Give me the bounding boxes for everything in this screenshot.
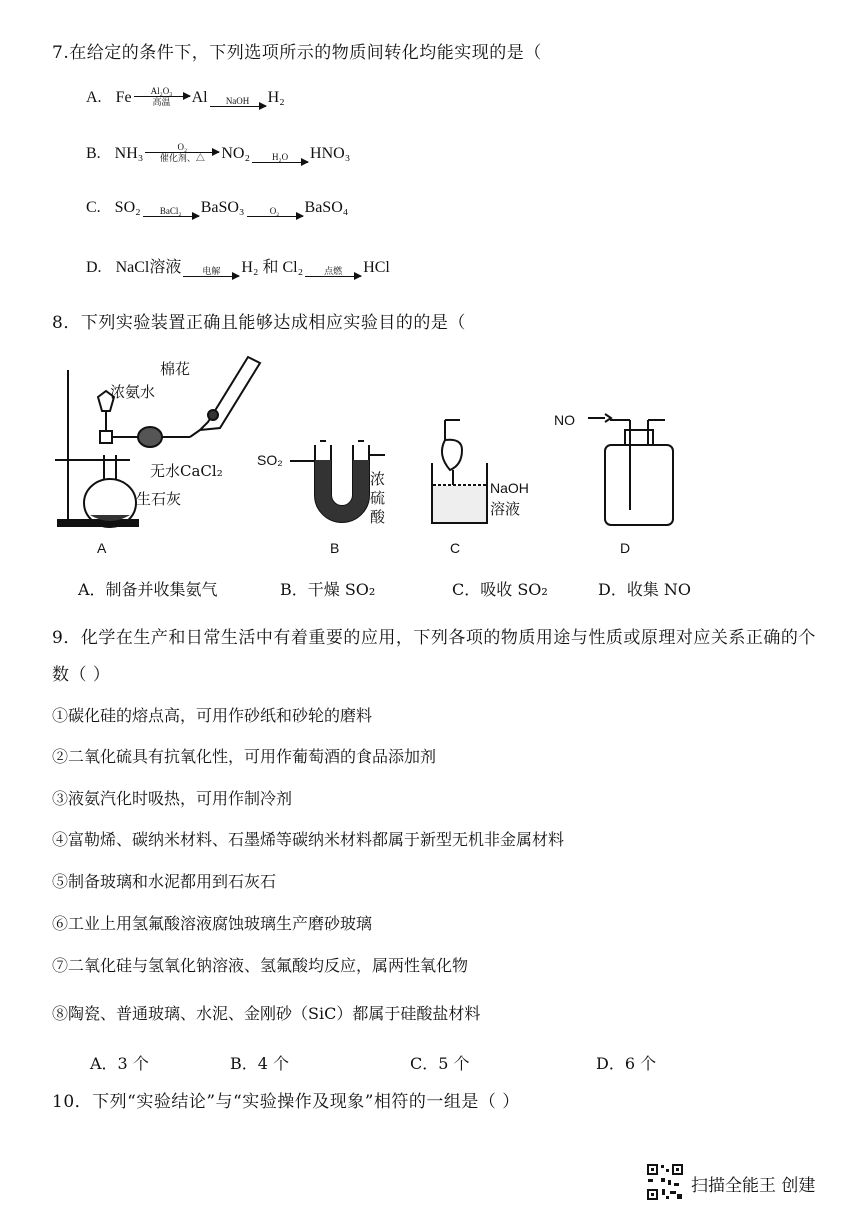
arrow-condition: BaCl₂ [159, 206, 182, 216]
arrow-line [143, 216, 199, 217]
product: HNO₃ [310, 145, 351, 162]
q7-option-b [86, 142, 350, 163]
label-solution: 溶液 [490, 500, 521, 518]
intermediate: NO₂ [221, 145, 251, 162]
q8-option-a: A．制备并收集氨气 [78, 580, 218, 599]
q8-option-b: B．干燥 SO₂ [280, 580, 376, 599]
option-letter: D. [86, 259, 102, 276]
arrow-condition: NaOH [225, 96, 250, 106]
arrow-line [145, 152, 219, 153]
label-lime: 生石灰 [136, 490, 182, 508]
q9-option-d: D．6 个 [596, 1054, 657, 1073]
q9-item-5: ⑤制备玻璃和水泥都用到石灰石 [52, 872, 277, 891]
intermediate: BaSO₃ [200, 199, 245, 216]
arrow-line [183, 276, 239, 277]
reactant: SO₂ [114, 199, 141, 216]
reaction-arrow [247, 206, 303, 217]
reaction-arrow [210, 96, 266, 107]
label-so2: SO₂ [257, 452, 283, 468]
intermediate: Al [191, 89, 208, 106]
arrow-under-condition: 催化剂、△ [159, 153, 205, 163]
intermediate: H₂ 和 Cl₂ [241, 259, 304, 276]
arrow-line [210, 106, 266, 107]
arrow-line [134, 96, 190, 97]
arrow-condition: 电解 [202, 266, 221, 276]
arrow-under-condition: 高温 [152, 97, 171, 107]
apparatus-d [588, 414, 673, 525]
reaction-arrow [134, 86, 190, 107]
arrow-condition: Al₂O₃ [150, 86, 173, 96]
arrow-condition: O₂ [177, 142, 188, 152]
option-letter: C. [86, 199, 101, 216]
arrow-condition: O₂ [269, 206, 280, 216]
q9-option-a: A．3 个 [90, 1054, 149, 1073]
apparatus-c [432, 420, 487, 523]
product: H₂ [267, 89, 285, 106]
reaction-arrow [143, 206, 199, 217]
reactant: NH₃ [114, 145, 144, 162]
q9-option-b: B．4 个 [230, 1054, 290, 1073]
arrow-condition: 点燃 [324, 266, 343, 276]
fig-letter-d: D [620, 540, 631, 556]
reaction-arrow [305, 266, 361, 277]
label-cotton: 棉花 [160, 360, 191, 378]
label-no: NO [554, 412, 575, 428]
label-naoh: NaOH [490, 480, 529, 496]
q8-option-d: D．收集 NO [598, 580, 692, 599]
product: BaSO₄ [304, 199, 349, 216]
q9-stem-line1: 9．化学在生产和日常生活中有着重要的应用，下列各项的物质用途与性质或原理对应关系正确的个 [52, 628, 816, 648]
q7-option-a [86, 86, 285, 107]
q9-item-4: ④富勒烯、碳纳米材料、石墨烯等碳纳米材料都属于新型无机非金属材料 [52, 830, 565, 849]
arrow-line [305, 276, 361, 277]
q9-option-c: C．5 个 [410, 1054, 470, 1073]
label-cacl2: 无水CaCl₂ [150, 462, 223, 480]
q9-item-3: ③液氨汽化时吸热，可用作制冷剂 [52, 789, 293, 808]
q9-stem-line2: 数（ ） [52, 665, 111, 685]
reactant: Fe [115, 89, 132, 106]
q8-stem: 8．下列实验装置正确且能够达成相应实验目的的是（ [52, 313, 466, 333]
reactant: NaCl溶液 [115, 259, 182, 276]
arrow-line [252, 162, 308, 163]
option-letter: A. [86, 89, 102, 106]
label-acid-1: 浓 [370, 470, 386, 488]
q9-item-8: ⑧陶瓷、普通玻璃、水泥、金刚砂（SiC）都属于硅酸盐材料 [52, 1004, 481, 1023]
q9-item-7: ⑦二氧化硅与氢氧化钠溶液、氢氟酸均反应，属两性氧化物 [52, 956, 469, 975]
q7-option-c [86, 199, 348, 217]
q9-item-2: ②二氧化硫具有抗氧化性，可用作葡萄酒的食品添加剂 [52, 747, 437, 766]
q7-option-d [86, 254, 390, 277]
q10-stem: 10．下列“实验结论”与“实验操作及现象”相符的一组是（ ） [52, 1092, 520, 1112]
fig-letter-a: A [97, 540, 107, 556]
option-letter: B. [86, 145, 101, 162]
q7-stem: 7.在给定的条件下，下列选项所示的物质间转化均能实现的是（ [52, 43, 542, 63]
product: HCl [363, 259, 390, 276]
label-acid-3: 酸 [370, 508, 386, 526]
reaction-arrow [252, 152, 308, 163]
q9-item-1: ①碳化硅的熔点高，可用作砂纸和砂轮的磨料 [52, 706, 373, 725]
fig-letter-b: B [330, 540, 340, 556]
label-acid-2: 硫 [370, 489, 386, 507]
footer-brand-text: 扫描全能王 创建 [691, 1176, 816, 1196]
q8-option-c: C．吸收 SO₂ [452, 580, 548, 599]
apparatus-figure [50, 345, 770, 565]
reaction-arrow [145, 142, 219, 163]
arrow-condition: H₂O [271, 152, 289, 162]
reaction-arrow [183, 266, 239, 277]
arrow-line [247, 216, 303, 217]
q9-item-6: ⑥工业上用氢氟酸溶液腐蚀玻璃生产磨砂玻璃 [52, 914, 373, 933]
qr-code-icon [646, 1163, 684, 1201]
fig-letter-c: C [450, 540, 461, 556]
label-ammonia: 浓氨水 [110, 383, 156, 401]
